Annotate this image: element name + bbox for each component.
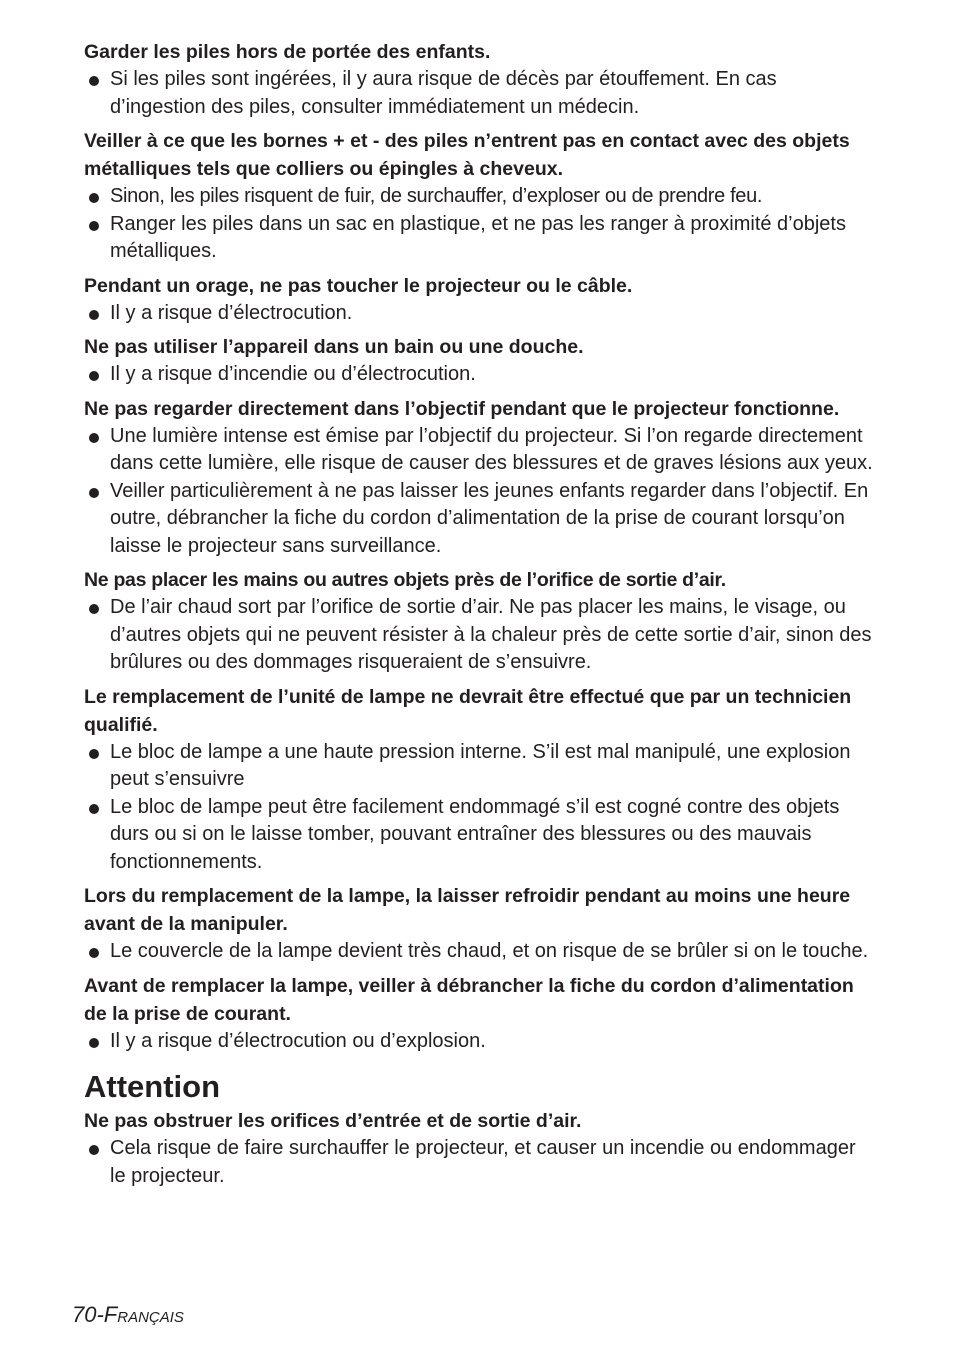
warning-section	[84, 272, 874, 328]
bullet-item	[84, 300, 874, 328]
bullet-list	[84, 66, 874, 121]
bullet-text: Sinon, les piles risquent de fuir, de surchauffer, d’exploser ou de prendre feu.	[110, 185, 763, 207]
section-heading: Ne pas utiliser l’appareil dans un bain ou une douche.	[84, 336, 584, 358]
bullet-text: De l’air chaud sort par l’orifice de sortie d’air. Ne pas placer les mains, le visage, ou d’autres objets qui ne peuvent résister à la chaleur près de cette sortie d’air, sinon des brûlures ou des dommages risqueraient de s’ensuivre.	[110, 596, 872, 673]
bullet-icon	[89, 433, 99, 443]
warning-section	[84, 395, 874, 561]
section-heading: Ne pas regarder directement dans l’objectif pendant que le projecteur fonctionne.	[84, 397, 840, 420]
bullet-list	[84, 183, 874, 266]
bullet-item	[84, 361, 874, 389]
bullet-item	[84, 183, 874, 211]
section-heading: Garder les piles hors de portée des enfants.	[84, 41, 491, 63]
bullet-list	[84, 1135, 874, 1190]
bullet-item	[84, 794, 874, 877]
page-footer	[72, 1300, 184, 1330]
warning-section	[84, 683, 874, 877]
bullet-list	[84, 1028, 874, 1056]
bullet-list	[84, 594, 874, 677]
warning-section	[84, 882, 874, 966]
bullet-text: Si les piles sont ingérées, il y aura risque de décès par étouffement. En cas d’ingestion des piles, consulter immédiatement un médecin.	[110, 68, 777, 118]
bullet-icon	[89, 1038, 99, 1048]
page-language: Français	[103, 1302, 184, 1327]
bullet-icon	[89, 948, 99, 958]
bullet-list	[84, 300, 874, 328]
section-heading: Veiller à ce que les bornes + et - des piles n’entrent pas en contact avec des objets métalliques tels que colliers ou épingles à cheveux.	[84, 130, 850, 180]
bullet-icon	[89, 76, 99, 86]
warning-section	[84, 38, 874, 121]
bullet-text: Le couvercle de la lampe devient très chaud, et on risque de se brûler si on le touche.	[110, 940, 869, 962]
bullet-item	[84, 478, 874, 561]
bullet-text: Ranger les piles dans un sac en plastique, et ne pas les ranger à proximité d’objets métalliques.	[110, 212, 846, 262]
bullet-list	[84, 938, 874, 966]
warning-section	[84, 333, 874, 389]
attention-title: Attention	[84, 1069, 221, 1104]
bullet-text: Il y a risque d’électrocution ou d’explosion.	[110, 1029, 486, 1052]
warning-section	[84, 127, 874, 266]
page-number: 70-	[72, 1302, 104, 1327]
bullet-item	[84, 423, 874, 478]
bullet-item	[84, 211, 874, 266]
section-heading: Ne pas placer les mains ou autres objets près de l’orifice de sortie d’air.	[84, 569, 726, 591]
bullet-text: Il y a risque d’électrocution.	[110, 301, 353, 324]
section-heading: Pendant un orage, ne pas toucher le projecteur ou le câble.	[84, 274, 633, 297]
bullet-icon	[89, 193, 99, 203]
bullet-text: Le bloc de lampe a une haute pression interne. S’il est mal manipulé, une explosion peut s’ensuivre	[110, 740, 851, 790]
bullet-text: Il y a risque d’incendie ou d’électrocution.	[110, 363, 476, 385]
bullet-item	[84, 66, 874, 121]
bullet-icon	[89, 221, 99, 231]
section-heading: Avant de remplacer la lampe, veiller à débrancher la fiche du cordon d’alimentation de la prise de courant.	[84, 974, 854, 1025]
bullet-text: Cela risque de faire surchauffer le projecteur, et causer un incendie ou endommager le projecteur.	[110, 1137, 856, 1187]
bullet-item	[84, 594, 874, 677]
section-heading: Ne pas obstruer les orifices d’entrée et de sortie d’air.	[84, 1110, 582, 1132]
bullet-text: Veiller particulièrement à ne pas laisser les jeunes enfants regarder dans l’objectif. En outre, débrancher la fiche du cordon d’alimentation de la prise de courant lorsqu’on laisse le projecteur sans surveillance.	[110, 479, 869, 557]
bullet-list	[84, 423, 874, 561]
section-heading: Le remplacement de l’unité de lampe ne devrait être effectué que par un technicien qualifié.	[84, 685, 852, 736]
bullet-icon	[89, 488, 99, 498]
bullet-item	[84, 938, 874, 966]
document-page	[84, 38, 874, 1196]
bullet-item	[84, 739, 874, 794]
bullet-text: Le bloc de lampe peut être facilement endommagé s’il est cogné contre des objets durs ou si on le laisse tomber, pouvant entraîner des blessures ou des mauvais fonctionnements.	[110, 795, 840, 873]
bullet-item	[84, 1028, 874, 1056]
bullet-icon	[89, 1145, 99, 1155]
bullet-list	[84, 739, 874, 877]
section-heading: Lors du remplacement de la lampe, la laisser refroidir pendant au moins une heure avant de la manipuler.	[84, 885, 851, 935]
bullet-icon	[89, 804, 99, 814]
warning-section	[84, 566, 874, 677]
bullet-item	[84, 1135, 874, 1190]
attention-section	[84, 1107, 874, 1190]
bullet-list	[84, 361, 874, 389]
bullet-icon	[89, 604, 99, 614]
warning-section	[84, 972, 874, 1056]
bullet-text: Une lumière intense est émise par l’objectif du projecteur. Si l’on regarde directement dans cette lumière, elle risque de causer des blessures et de graves lésions aux yeux.	[110, 424, 873, 474]
bullet-icon	[89, 310, 99, 320]
bullet-icon	[89, 371, 99, 381]
bullet-icon	[89, 749, 99, 759]
